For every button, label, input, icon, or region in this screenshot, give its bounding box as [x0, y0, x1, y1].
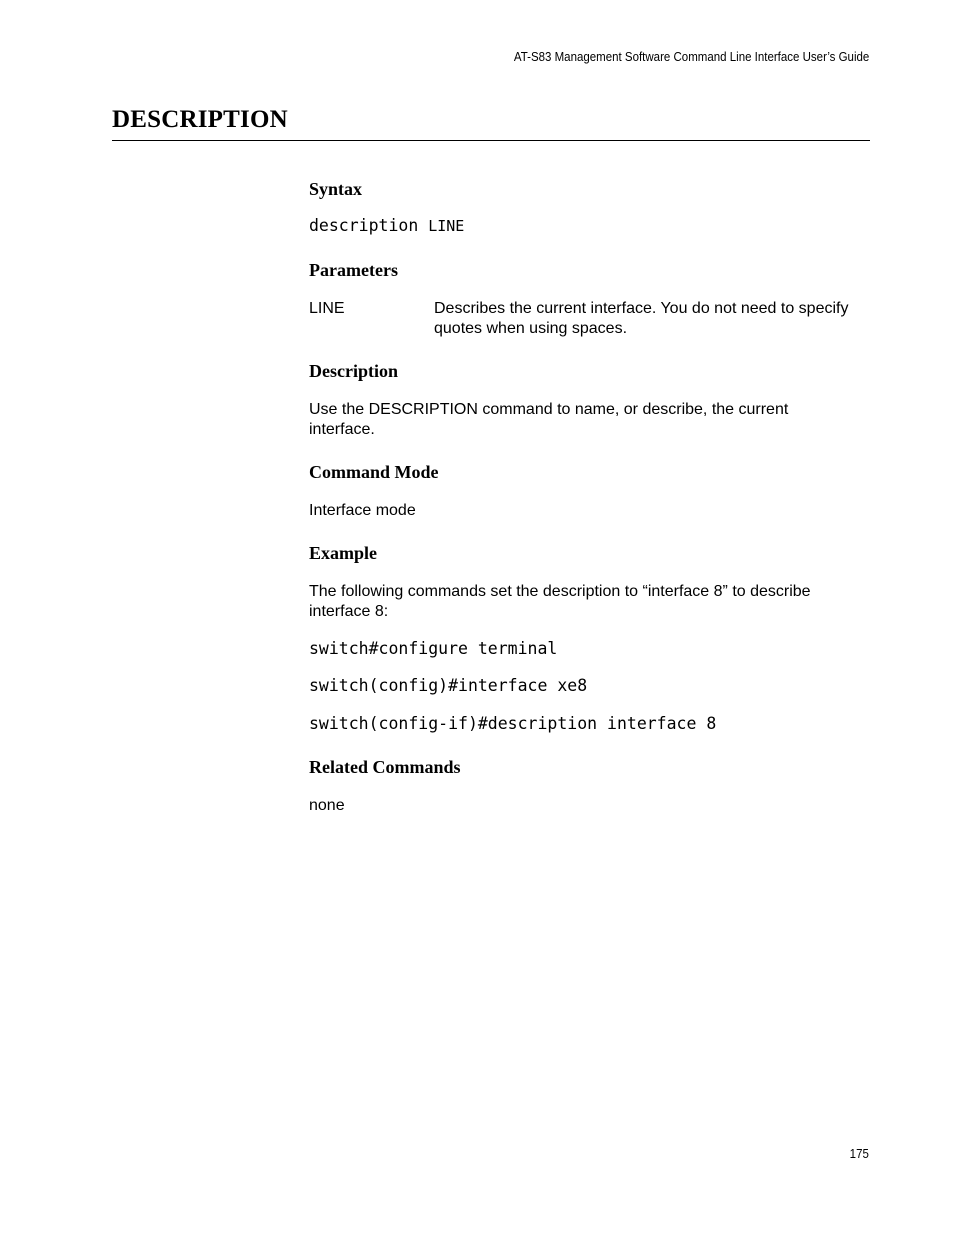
syntax-argument: LINE — [428, 217, 465, 235]
related-commands-heading: Related Commands — [309, 757, 461, 777]
description-text: Use the DESCRIPTION command to name, or describe, the current interface. — [309, 401, 789, 438]
command-mode-heading: Command Mode — [309, 462, 439, 482]
parameter-description: Describes the current interface. You do not need to specify quotes when using spaces. — [434, 300, 849, 337]
syntax-heading: Syntax — [309, 179, 363, 199]
example-command-2: switch(config)#interface xe8 — [309, 676, 588, 695]
related-commands-text: none — [309, 797, 345, 814]
page-title: DESCRIPTION — [112, 106, 288, 133]
title-rule — [112, 140, 870, 141]
page-number: 175 — [849, 1147, 869, 1161]
parameter-name: LINE — [309, 300, 345, 317]
description-heading: Description — [309, 361, 398, 381]
example-command-3: switch(config-if)#description interface 8 — [309, 714, 717, 733]
syntax-command: description — [309, 216, 419, 235]
command-mode-text: Interface mode — [309, 502, 416, 519]
example-command-1: switch#configure terminal — [309, 639, 558, 658]
running-header: AT-S83 Management Software Command Line Interface User’s Guide — [513, 50, 869, 64]
parameters-heading: Parameters — [309, 260, 398, 280]
example-text: The following commands set the description to “interface 8” to describe interface 8: — [309, 583, 811, 620]
syntax-line — [309, 216, 464, 235]
example-heading: Example — [309, 543, 378, 563]
